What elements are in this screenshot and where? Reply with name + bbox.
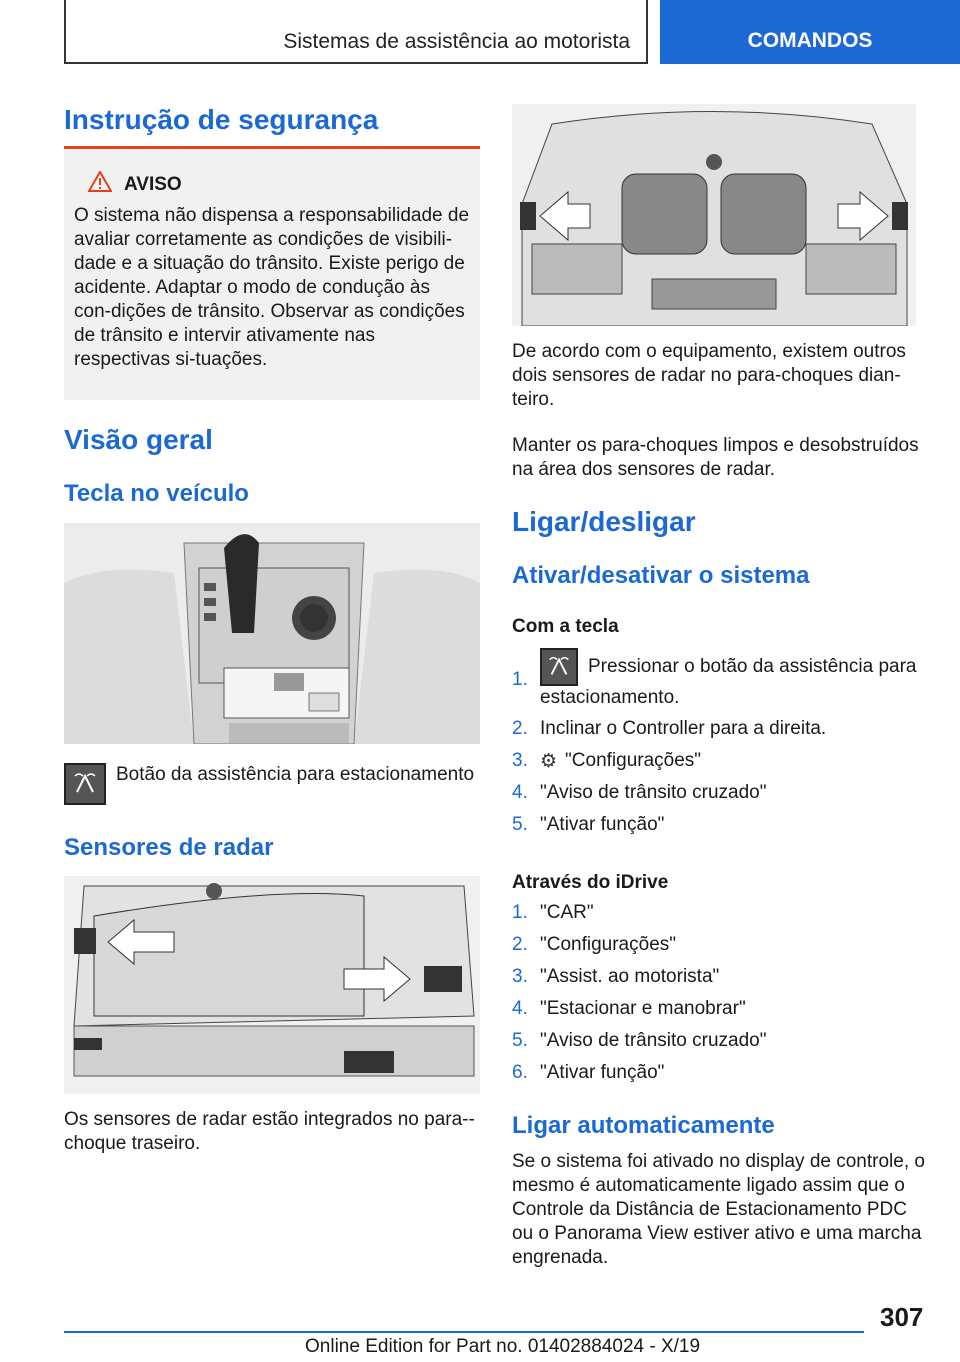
step-number: 5. bbox=[512, 814, 528, 835]
list-item bbox=[512, 750, 932, 782]
step-text: Inclinar o Controller para a direita. bbox=[540, 718, 827, 739]
step-text: "Ativar função" bbox=[540, 814, 665, 835]
step-text: Pressionar o botão da assistência para estacionamento. bbox=[540, 656, 917, 708]
list-item bbox=[512, 814, 932, 846]
warning-triangle-icon bbox=[88, 171, 112, 198]
step-text: "Aviso de trânsito cruzado" bbox=[540, 782, 767, 803]
step-text: "Aviso de trânsito cruzado" bbox=[540, 1030, 767, 1051]
step-number: 4. bbox=[512, 998, 528, 1019]
list-item bbox=[512, 782, 932, 814]
list-item bbox=[512, 966, 932, 998]
chapter-tab[interactable]: COMANDOS bbox=[660, 0, 960, 64]
step-text: "Configurações" bbox=[565, 750, 702, 771]
radar-text: Os sensores de radar estão integrados no para--choque traseiro. bbox=[64, 1109, 475, 1154]
heading-radar-sensors: Sensores de radar bbox=[64, 834, 274, 861]
step-number: 5. bbox=[512, 1030, 528, 1051]
heading-auto-on: Ligar automaticamente bbox=[512, 1112, 775, 1139]
clean-sensors-text: Manter os para-choques limpos e desobstruídos na área dos sensores de radar. bbox=[512, 435, 919, 480]
list-item bbox=[512, 1030, 932, 1062]
list-item bbox=[512, 718, 932, 750]
list-item bbox=[512, 902, 932, 934]
list-item bbox=[512, 648, 932, 718]
key-steps-list bbox=[512, 648, 932, 846]
step-text: "Ativar função" bbox=[540, 1062, 665, 1083]
heading-with-key: Com a tecla bbox=[512, 616, 619, 637]
list-item bbox=[512, 1062, 932, 1094]
front-bumper-radar-image bbox=[512, 104, 916, 326]
step-number: 3. bbox=[512, 750, 528, 771]
front-sensors-text: De acordo com o equipamento, existem outros dois sensores de radar no para-choques dian-teiro. bbox=[512, 341, 906, 410]
heading-button-in-vehicle: Tecla no veículo bbox=[64, 480, 249, 507]
footer-divider bbox=[64, 1331, 864, 1333]
button-caption: Botão da assistência para estacionamento bbox=[116, 764, 475, 785]
list-item bbox=[512, 998, 932, 1030]
step-number: 2. bbox=[512, 718, 528, 739]
auto-on-text: Se o sistema foi ativado no display de controle, o mesmo é automaticamente ligado assim que o Controle da Distância de Estacionamento PDC ou o Panorama View estiver ativo e uma marcha engrenada. bbox=[512, 1151, 925, 1268]
heading-overview: Visão geral bbox=[64, 424, 213, 455]
step-number: 6. bbox=[512, 1062, 528, 1083]
idrive-steps-list bbox=[512, 902, 932, 1094]
step-number: 4. bbox=[512, 782, 528, 803]
warning-box bbox=[64, 146, 480, 400]
park-assist-button-icon bbox=[540, 648, 578, 686]
step-number: 1. bbox=[512, 669, 528, 690]
park-assist-button-icon bbox=[64, 763, 106, 805]
heading-safety: Instrução de segurança bbox=[64, 104, 379, 135]
heading-idrive: Através do iDrive bbox=[512, 872, 669, 893]
center-console-image bbox=[64, 523, 480, 744]
warning-text: O sistema não dispensa a responsabilidade de avaliar corretamente as condições de visibili-dade e a situação do trânsito. Existe perigo de acidente. Adaptar o modo de condução às con-dições de trânsito. Observar as condições de trânsito e intervir ativamente nas respectivas si-tuações. bbox=[74, 205, 470, 370]
footer-edition: Online Edition for Part no. 01402884024 - X/19 bbox=[305, 1336, 701, 1357]
step-text: "Assist. ao motorista" bbox=[540, 966, 720, 987]
warning-label: AVISO bbox=[124, 173, 182, 195]
gear-icon: ⚙ bbox=[540, 751, 558, 772]
step-text: "Configurações" bbox=[540, 934, 677, 955]
list-item bbox=[512, 934, 932, 966]
rear-bumper-radar-image bbox=[64, 876, 480, 1094]
step-text: "Estacionar e manobrar" bbox=[540, 998, 746, 1019]
heading-on-off: Ligar/desligar bbox=[512, 506, 696, 537]
step-text: "CAR" bbox=[540, 902, 594, 923]
step-number: 3. bbox=[512, 966, 528, 987]
page-number: 307 bbox=[880, 1302, 924, 1332]
step-number: 1. bbox=[512, 902, 528, 923]
heading-activate: Ativar/desativar o sistema bbox=[512, 562, 810, 589]
header-frame bbox=[64, 0, 648, 64]
step-number: 2. bbox=[512, 934, 528, 955]
section-title: Sistemas de assistência ao motorista bbox=[283, 30, 630, 53]
